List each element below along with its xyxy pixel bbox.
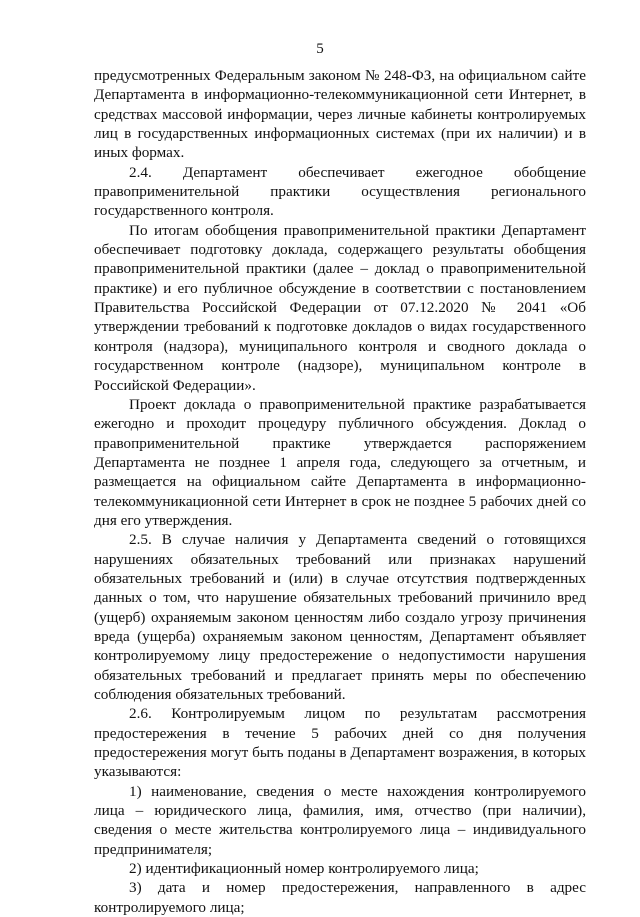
list-item-3: 3) дата и номер предостережения, направленного в адрес контролируемого лица; [94, 879, 586, 916]
list-item-2: 2) идентификационный номер контролируемого лица; [129, 860, 479, 878]
paragraph-2-6: 2.6. Контролируемым лицом по результатам рассмотрения предостережения в течение 5 рабочих дней со дня получения предостережения могут быть поданы в Департамент возражения, в которых указываются: [94, 705, 586, 781]
paragraph-2-4: 2.4. Департамент обеспечивает ежегодное обобщение правоприменительной практики осуществления регионального государственного контроля. [94, 163, 586, 220]
page-number: 5 [316, 41, 324, 57]
paragraph-practice-report: По итогам обобщения правоприменительной практики Департамент обеспечивает подготовку доклада, содержащего результаты обобщения правоприменительной практики (далее – доклад о правоприменительной практике) и его публичное обсуждение в соответствии с постановлением Правительства Российской Федерации от 07.12.2020 № 2041 «Об утверждении требований к подготовке докладов о видах государственного контроля (надзора), муниципального контроля и сводного доклада о государственном контроле (надзоре), муниципальном контроле в Российской Федерации». [94, 221, 586, 394]
list-item-1: 1) наименование, сведения о месте нахождения контролируемого лица – юридического лица, фамилия, имя, отчество (при наличии), сведения о месте жительства контролируемого лица – индивидуального предпринимателя; [94, 782, 586, 858]
document-body [94, 66, 586, 917]
paragraph-publication-channels: предусмотренных Федеральным законом № 248-ФЗ, на официальном сайте Департамента в информационно-телекоммуникационной сети Интернет, в средствах массовой информации, через личные кабинеты контролируемых лиц в государственных информационных системах (при их наличии) и в иных формах. [94, 67, 586, 162]
paragraph-report-draft: Проект доклада о правоприменительной практике разрабатывается ежегодно и проходит процедуру публичного обсуждения. Доклад о правоприменительной практике утверждается распоряжением Департамента не позднее 1 апреля года, следующего за отчетным, и размещается на официальном сайте Департамента в информационно-телекоммуникационной сети Интернет в срок не позднее 5 рабочих дней со дня его утверждения. [94, 395, 586, 529]
paragraph-2-5: 2.5. В случае наличия у Департамента сведений о готовящихся нарушениях обязательных требований или признаках нарушений обязательных требований и (или) в случае отсутствия подтвержденных данных о том, что нарушение обязательных требований причинило вред (ущерб) охраняемым законом ценностям либо создало угрозу причинения вреда (ущерба) охраняемым законом ценностям, Департамент объявляет контролируемому лицу предостережение о недопустимости нарушения обязательных требований и предлагает принять меры по обеспечению соблюдения обязательных требований. [94, 531, 586, 703]
